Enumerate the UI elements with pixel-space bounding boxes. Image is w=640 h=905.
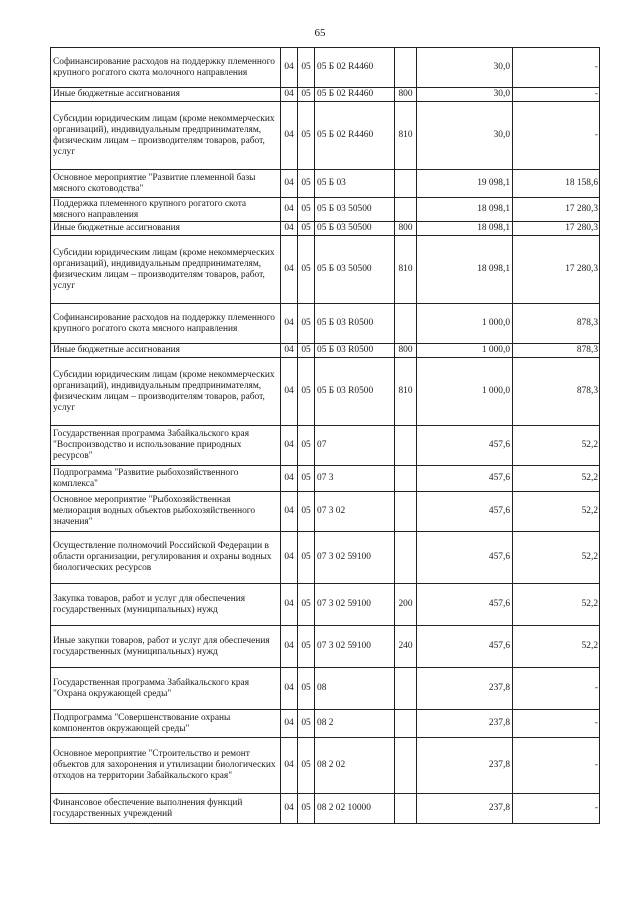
table-row (51, 532, 600, 584)
row-name: Финансовое обеспечение выполнения функций государственных учреждений (51, 794, 281, 824)
row-amount-approved: 237,8 (417, 668, 513, 710)
row-subsection-code: 05 (298, 236, 315, 304)
row-amount-executed: - (513, 668, 600, 710)
row-amount-executed: 52,2 (513, 466, 600, 492)
row-target-article: 05 Б 03 (315, 170, 395, 198)
row-amount-executed: 878,3 (513, 344, 600, 358)
row-amount-executed: 52,2 (513, 626, 600, 668)
row-expense-type: 810 (395, 358, 417, 426)
row-subsection-code: 05 (298, 532, 315, 584)
table-row (51, 48, 600, 88)
row-target-article: 07 3 02 59100 (315, 584, 395, 626)
row-subsection-code: 05 (298, 304, 315, 344)
table-row (51, 492, 600, 532)
row-name: Софинансирование расходов на поддержку племенного крупного рогатого скота молочного направления (51, 48, 281, 88)
table-row (51, 304, 600, 344)
row-section-code: 04 (281, 668, 298, 710)
row-amount-approved: 18 098,1 (417, 236, 513, 304)
row-amount-approved: 1 000,0 (417, 304, 513, 344)
row-subsection-code: 05 (298, 466, 315, 492)
row-section-code: 04 (281, 198, 298, 222)
row-amount-approved: 457,6 (417, 492, 513, 532)
row-section-code: 04 (281, 48, 298, 88)
row-amount-approved: 30,0 (417, 48, 513, 88)
row-amount-executed: 52,2 (513, 532, 600, 584)
table-row (51, 426, 600, 466)
row-expense-type (395, 304, 417, 344)
row-amount-approved: 1 000,0 (417, 358, 513, 426)
row-amount-executed: 52,2 (513, 492, 600, 532)
row-expense-type (395, 170, 417, 198)
row-target-article: 07 3 (315, 466, 395, 492)
row-expense-type: 810 (395, 236, 417, 304)
row-amount-executed: - (513, 48, 600, 88)
row-name: Основное мероприятие "Развитие племенной базы мясного скотоводства" (51, 170, 281, 198)
row-expense-type (395, 492, 417, 532)
row-amount-executed: - (513, 710, 600, 738)
row-target-article: 08 2 02 10000 (315, 794, 395, 824)
row-expense-type (395, 738, 417, 794)
table-row (51, 466, 600, 492)
row-expense-type (395, 668, 417, 710)
row-subsection-code: 05 (298, 88, 315, 102)
row-name: Иные бюджетные ассигнования (51, 88, 281, 102)
row-name: Поддержка племенного крупного рогатого скота мясного направления (51, 198, 281, 222)
row-expense-type: 800 (395, 222, 417, 236)
row-name: Закупка товаров, работ и услуг для обеспечения государственных (муниципальных) нужд (51, 584, 281, 626)
row-amount-executed: 17 280,3 (513, 198, 600, 222)
row-subsection-code: 05 (298, 794, 315, 824)
row-section-code: 04 (281, 626, 298, 668)
row-expense-type: 240 (395, 626, 417, 668)
row-target-article: 05 Б 02 R4460 (315, 102, 395, 170)
row-section-code: 04 (281, 236, 298, 304)
row-section-code: 04 (281, 584, 298, 626)
row-section-code: 04 (281, 710, 298, 738)
row-amount-approved: 237,8 (417, 794, 513, 824)
row-section-code: 04 (281, 344, 298, 358)
row-target-article: 08 2 (315, 710, 395, 738)
row-name: Субсидии юридическим лицам (кроме некоммерческих организаций), индивидуальным предпринимателям, физическим лицам – производителям товаров, работ, услуг (51, 358, 281, 426)
row-subsection-code: 05 (298, 48, 315, 88)
table-row (51, 88, 600, 102)
row-name: Субсидии юридическим лицам (кроме некоммерческих организаций), индивидуальным предпринимателям, физическим лицам – производителям товаров, работ, услуг (51, 102, 281, 170)
row-subsection-code: 05 (298, 626, 315, 668)
row-target-article: 07 3 02 59100 (315, 532, 395, 584)
row-expense-type: 810 (395, 102, 417, 170)
row-section-code: 04 (281, 222, 298, 236)
row-name: Подпрограмма "Развитие рыбохозяйственного комплекса" (51, 466, 281, 492)
table-row (51, 170, 600, 198)
row-expense-type (395, 48, 417, 88)
row-expense-type (395, 198, 417, 222)
row-subsection-code: 05 (298, 170, 315, 198)
row-amount-approved: 18 098,1 (417, 198, 513, 222)
row-amount-approved: 457,6 (417, 426, 513, 466)
budget-table (50, 47, 600, 824)
row-subsection-code: 05 (298, 584, 315, 626)
row-amount-approved: 19 098,1 (417, 170, 513, 198)
row-name: Основное мероприятие "Строительство и ремонт объектов для захоронения и утилизации биологических отходов на территории Забайкальского края" (51, 738, 281, 794)
row-amount-executed: - (513, 738, 600, 794)
row-expense-type (395, 710, 417, 738)
row-section-code: 04 (281, 738, 298, 794)
row-amount-executed: - (513, 88, 600, 102)
row-section-code: 04 (281, 88, 298, 102)
row-amount-approved: 237,8 (417, 738, 513, 794)
row-name: Подпрограмма "Совершенствование охраны компонентов окружающей среды" (51, 710, 281, 738)
row-section-code: 04 (281, 170, 298, 198)
table-row (51, 198, 600, 222)
row-amount-approved: 30,0 (417, 102, 513, 170)
row-amount-executed: 17 280,3 (513, 222, 600, 236)
row-amount-approved: 30,0 (417, 88, 513, 102)
row-section-code: 04 (281, 466, 298, 492)
row-target-article: 08 (315, 668, 395, 710)
row-subsection-code: 05 (298, 668, 315, 710)
table-row (51, 738, 600, 794)
table-row (51, 626, 600, 668)
row-subsection-code: 05 (298, 358, 315, 426)
table-row (51, 222, 600, 236)
row-section-code: 04 (281, 426, 298, 466)
row-amount-approved: 457,6 (417, 584, 513, 626)
row-expense-type: 200 (395, 584, 417, 626)
table-row (51, 344, 600, 358)
table-row (51, 584, 600, 626)
row-amount-approved: 457,6 (417, 466, 513, 492)
row-amount-executed: 878,3 (513, 304, 600, 344)
row-target-article: 07 3 02 59100 (315, 626, 395, 668)
page-number: 65 (314, 27, 326, 39)
row-section-code: 04 (281, 492, 298, 532)
row-name: Государственная программа Забайкальского края "Воспроизводство и использование природных ресурсов" (51, 426, 281, 466)
row-expense-type (395, 794, 417, 824)
table-row (51, 358, 600, 426)
row-expense-type (395, 426, 417, 466)
table-row (51, 794, 600, 824)
row-subsection-code: 05 (298, 738, 315, 794)
row-subsection-code: 05 (298, 426, 315, 466)
row-name: Иные закупки товаров, работ и услуг для обеспечения государственных (муниципальных) нужд (51, 626, 281, 668)
row-amount-executed: 18 158,6 (513, 170, 600, 198)
row-name: Софинансирование расходов на поддержку племенного крупного рогатого скота мясного направления (51, 304, 281, 344)
row-expense-type: 800 (395, 344, 417, 358)
row-amount-executed: 52,2 (513, 426, 600, 466)
table-row (51, 236, 600, 304)
row-amount-executed: - (513, 794, 600, 824)
row-section-code: 04 (281, 532, 298, 584)
table-row (51, 668, 600, 710)
row-amount-executed: 17 280,3 (513, 236, 600, 304)
row-target-article: 05 Б 03 R0500 (315, 358, 395, 426)
row-section-code: 04 (281, 304, 298, 344)
row-target-article: 07 (315, 426, 395, 466)
row-section-code: 04 (281, 794, 298, 824)
row-name: Осуществление полномочий Российской Федерации в области организации, регулирования и охраны водных биологических ресурсов (51, 532, 281, 584)
row-amount-approved: 18 098,1 (417, 222, 513, 236)
row-target-article: 05 Б 03 R0500 (315, 304, 395, 344)
row-target-article: 05 Б 03 50500 (315, 222, 395, 236)
row-name: Субсидии юридическим лицам (кроме некоммерческих организаций), индивидуальным предпринимателям, физическим лицам – производителям товаров, работ, услуг (51, 236, 281, 304)
row-amount-executed: 52,2 (513, 584, 600, 626)
row-target-article: 05 Б 02 R4460 (315, 48, 395, 88)
row-section-code: 04 (281, 102, 298, 170)
row-name: Государственная программа Забайкальского края "Охрана окружающей среды" (51, 668, 281, 710)
table-row (51, 102, 600, 170)
row-subsection-code: 05 (298, 222, 315, 236)
row-target-article: 08 2 02 (315, 738, 395, 794)
row-target-article: 07 3 02 (315, 492, 395, 532)
row-expense-type (395, 466, 417, 492)
table-row (51, 710, 600, 738)
row-name: Иные бюджетные ассигнования (51, 344, 281, 358)
row-amount-approved: 1 000,0 (417, 344, 513, 358)
row-name: Иные бюджетные ассигнования (51, 222, 281, 236)
row-subsection-code: 05 (298, 492, 315, 532)
row-subsection-code: 05 (298, 102, 315, 170)
row-amount-executed: 878,3 (513, 358, 600, 426)
row-subsection-code: 05 (298, 198, 315, 222)
row-target-article: 05 Б 03 R0500 (315, 344, 395, 358)
row-amount-executed: - (513, 102, 600, 170)
row-target-article: 05 Б 03 50500 (315, 198, 395, 222)
row-name: Основное мероприятие "Рыбохозяйственная мелиорация водных объектов рыбохозяйственного значения" (51, 492, 281, 532)
row-target-article: 05 Б 02 R4460 (315, 88, 395, 102)
row-amount-approved: 457,6 (417, 532, 513, 584)
row-amount-approved: 457,6 (417, 626, 513, 668)
row-subsection-code: 05 (298, 710, 315, 738)
row-expense-type (395, 532, 417, 584)
row-expense-type: 800 (395, 88, 417, 102)
row-subsection-code: 05 (298, 344, 315, 358)
row-amount-approved: 237,8 (417, 710, 513, 738)
row-target-article: 05 Б 03 50500 (315, 236, 395, 304)
row-section-code: 04 (281, 358, 298, 426)
